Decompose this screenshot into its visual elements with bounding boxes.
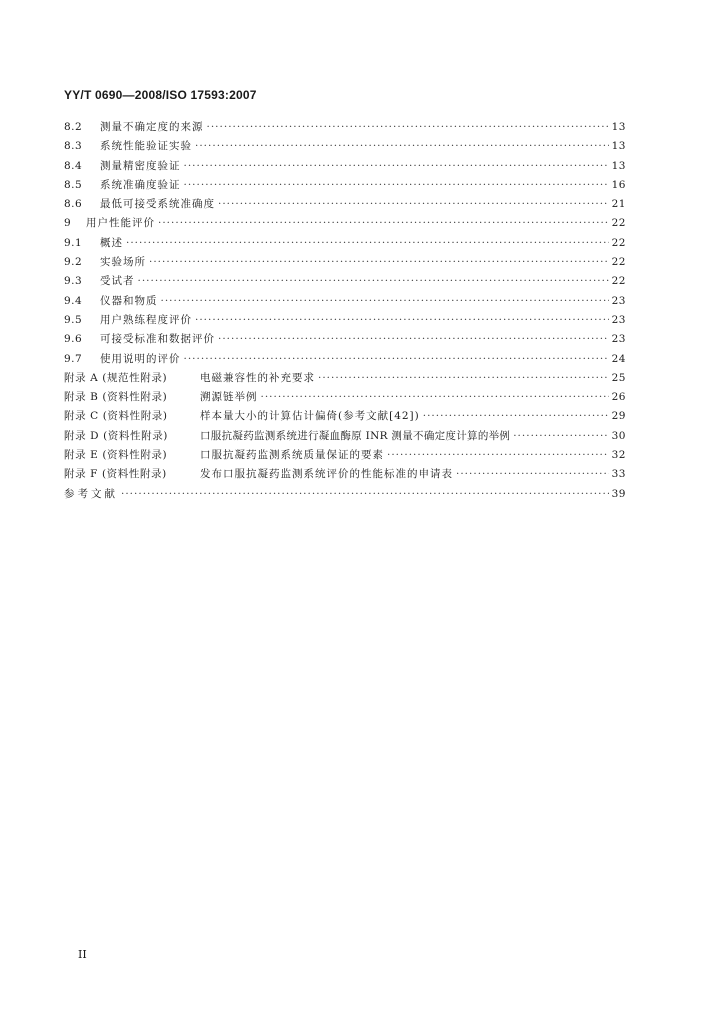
- toc-title: 口服抗凝药监测系统进行凝血酶原 INR 测量不确定度计算的举例: [200, 429, 511, 442]
- toc-number: 附录 F (资料性附录): [64, 468, 167, 481]
- standard-header: YY/T 0690—2008/ISO 17593:2007: [64, 88, 257, 102]
- toc-page: 33: [611, 468, 626, 481]
- toc-title: 仪器和物质: [100, 294, 158, 307]
- toc-page: 32: [611, 449, 626, 462]
- toc-entry-annex-a[interactable]: [64, 369, 626, 388]
- toc-page: 22: [611, 256, 626, 269]
- toc-entry-9-4[interactable]: [64, 292, 626, 311]
- toc-leader-dots: [195, 137, 609, 156]
- toc-leader-dots: [126, 234, 609, 253]
- toc-title: 口服抗凝药监测系统质量保证的要素: [200, 449, 384, 462]
- toc-number: 8.3: [64, 140, 83, 153]
- toc-number: 9.7: [64, 352, 83, 365]
- toc-number: 8.2: [64, 121, 83, 133]
- toc-entry-9-7[interactable]: [64, 350, 626, 369]
- toc-entry-annex-c[interactable]: [64, 407, 626, 426]
- toc-leader-dots: [161, 292, 609, 311]
- toc-page: 25: [611, 371, 626, 384]
- toc-leader-dots: [318, 369, 609, 388]
- toc-title: 电磁兼容性的补充要求: [200, 371, 315, 384]
- toc-entry-9-6[interactable]: [64, 330, 626, 349]
- toc-leader-dots: [218, 330, 609, 349]
- toc-leader-dots: [195, 311, 609, 330]
- toc-number: 附录 B (资料性附录): [64, 391, 168, 404]
- toc-entry-9-5[interactable]: [64, 311, 626, 330]
- toc-title: 系统准确度验证: [100, 178, 181, 191]
- toc-leader-dots: [184, 176, 609, 195]
- toc-number: 9.1: [64, 236, 83, 249]
- toc-leader-dots: [207, 118, 609, 137]
- page-number: II: [78, 948, 87, 961]
- toc-number: 附录 D (资料性附录): [64, 429, 168, 442]
- table-of-contents: [64, 118, 626, 504]
- toc-title: 最低可接受系统准确度: [100, 198, 215, 211]
- toc-entry-8-5[interactable]: [64, 176, 626, 195]
- toc-number: 9.6: [64, 333, 83, 346]
- toc-entry-annex-b[interactable]: [64, 388, 626, 407]
- toc-title: 测量精密度验证: [100, 159, 181, 172]
- toc-title: 发布口服抗凝药监测系统评价的性能标准的申请表: [200, 468, 453, 481]
- toc-title: 受试者: [100, 275, 135, 288]
- toc-number: 附录 A (规范性附录): [64, 371, 168, 384]
- toc-leader-dots: [513, 427, 608, 446]
- toc-number: 附录 C (资料性附录): [64, 410, 168, 423]
- toc-leader-dots: [184, 157, 609, 176]
- toc-title: 样本量大小的计算估计偏倚(参考文献[42]): [200, 410, 420, 423]
- toc-leader-dots: [121, 485, 609, 504]
- toc-leader-dots: [387, 446, 609, 465]
- toc-entry-annex-d[interactable]: [64, 427, 626, 446]
- toc-page: 13: [611, 140, 626, 153]
- toc-entry-9[interactable]: [64, 214, 626, 233]
- toc-number: 9.3: [64, 275, 83, 288]
- toc-page: 30: [611, 429, 626, 442]
- toc-leader-dots: [218, 195, 609, 214]
- toc-entry-9-1[interactable]: [64, 234, 626, 253]
- toc-number: 9.5: [64, 313, 83, 326]
- toc-entry-8-3[interactable]: [64, 137, 626, 156]
- toc-page: 23: [611, 333, 626, 346]
- toc-leader-dots: [423, 407, 609, 426]
- toc-page: 24: [611, 352, 626, 365]
- toc-entry-9-2[interactable]: [64, 253, 626, 272]
- toc-number: 8.4: [64, 159, 83, 172]
- toc-page: 16: [611, 178, 626, 191]
- toc-number: 8.5: [64, 178, 83, 191]
- toc-title: 测量不确定度的来源: [100, 121, 204, 133]
- toc-title: 用户熟练程度评价: [100, 313, 192, 326]
- toc-number: 9: [64, 217, 72, 230]
- toc-title: 溯源链举例: [200, 391, 258, 404]
- toc-number: 9.4: [64, 294, 83, 307]
- toc-page: 29: [611, 410, 626, 423]
- toc-page: 26: [611, 391, 626, 404]
- toc-entry-8-4[interactable]: [64, 157, 626, 176]
- toc-page: 22: [611, 236, 626, 249]
- toc-entry-annex-e[interactable]: [64, 446, 626, 465]
- toc-title: 使用说明的评价: [100, 352, 181, 365]
- toc-number: 9.2: [64, 256, 83, 269]
- toc-leader-dots: [158, 214, 609, 233]
- toc-entry-annex-f[interactable]: [64, 465, 626, 484]
- toc-title: 系统性能验证实验: [100, 140, 192, 153]
- toc-entry-8-6[interactable]: [64, 195, 626, 214]
- toc-title: 参考文献: [64, 487, 118, 500]
- toc-page: 21: [611, 198, 626, 211]
- toc-leader-dots: [261, 388, 609, 407]
- toc-leader-dots: [149, 253, 609, 272]
- toc-entry-8-2[interactable]: [64, 118, 626, 137]
- toc-title: 实验场所: [100, 256, 146, 269]
- toc-leader-dots: [184, 350, 609, 369]
- toc-title: 用户性能评价: [86, 217, 155, 230]
- toc-page: 22: [611, 217, 626, 230]
- toc-title: 可接受标准和数据评价: [100, 333, 215, 346]
- toc-page: 13: [611, 159, 626, 172]
- toc-entry-references[interactable]: [64, 485, 626, 504]
- toc-entry-9-3[interactable]: [64, 272, 626, 291]
- toc-page: 39: [611, 487, 626, 500]
- toc-page: 23: [611, 313, 626, 326]
- toc-leader-dots: [138, 272, 609, 291]
- toc-title: 概述: [100, 236, 123, 249]
- toc-number: 附录 E (资料性附录): [64, 449, 168, 462]
- toc-page: 22: [611, 275, 626, 288]
- toc-page: 13: [611, 121, 626, 133]
- toc-leader-dots: [456, 465, 609, 484]
- toc-number: 8.6: [64, 198, 83, 211]
- toc-page: 23: [611, 294, 626, 307]
